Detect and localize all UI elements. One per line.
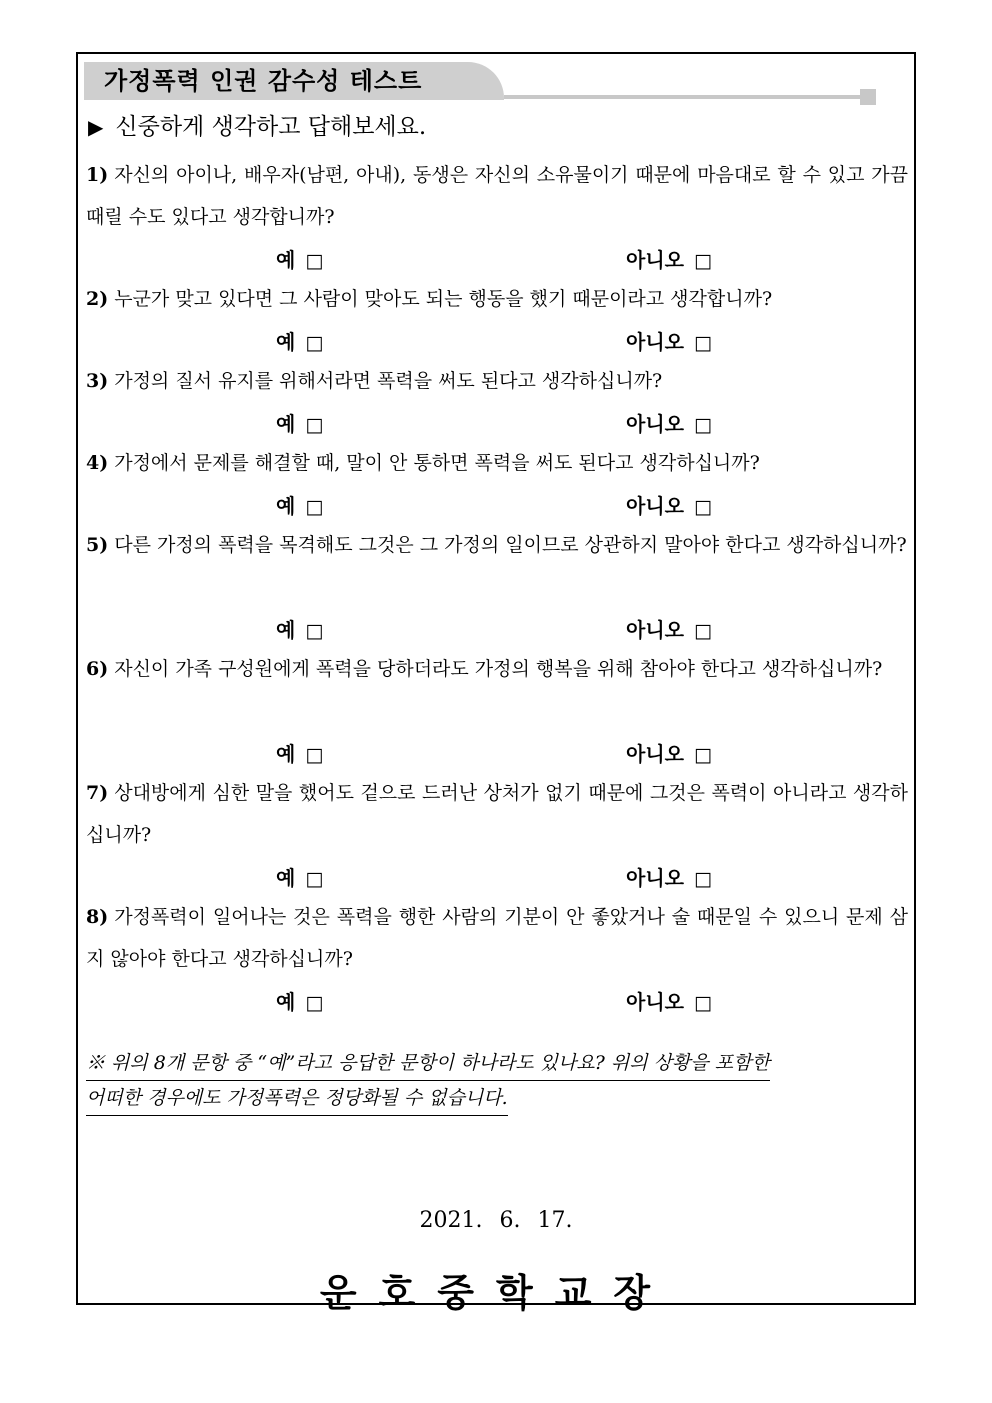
answer-yes-label: 예 (276, 742, 296, 766)
answer-yes-label: 예 (276, 330, 296, 354)
question-number: 8) (86, 906, 109, 928)
title-rule (504, 95, 860, 99)
question-number: 2) (86, 288, 109, 310)
question-1 (86, 154, 908, 238)
question-text: 자신이 가족 구성원에게 폭력을 당하더라도 가정의 행복을 위해 참아야 한다고 생각하십니까? (114, 658, 883, 680)
answer-no-5[interactable] (626, 616, 712, 645)
note-line-2: 어떠한 경우에도 가정폭력은 정당화될 수 없습니다. (86, 1081, 508, 1116)
answer-no-6[interactable] (626, 740, 712, 769)
answer-yes-7[interactable] (276, 864, 323, 893)
question-7 (86, 772, 908, 856)
question-text: 상대방에게 심한 말을 했어도 겉으로 드러난 상처가 없기 때문에 그것은 폭력이 아니라고 생각하십니까? (86, 782, 908, 846)
checkbox[interactable]: □ (693, 620, 712, 642)
note-line-1: ※ 위의 8개 문항 중 “예”라고 응답한 문항이 하나라도 있나요? 위의 상황을 포함한 (86, 1046, 770, 1081)
question-3 (86, 360, 908, 402)
checkbox[interactable]: □ (693, 332, 712, 354)
checkbox[interactable]: □ (305, 868, 324, 890)
question-text: 누군가 맞고 있다면 그 사람이 맞아도 되는 행동을 했기 때문이라고 생각합니까? (114, 288, 773, 310)
checkbox[interactable]: □ (305, 414, 324, 436)
checkbox[interactable]: □ (305, 496, 324, 518)
school-principal: 운호중학교장 (319, 1270, 673, 1315)
answer-yes-label: 예 (276, 990, 296, 1014)
issue-date: 2021. 6. 17. (419, 1208, 573, 1233)
title-square-decoration (860, 89, 876, 105)
question-text: 다른 가정의 폭력을 목격해도 그것은 그 가정의 일이므로 상관하지 말아야 한다고 생각하십니까? (114, 534, 907, 556)
answer-no-label: 아니오 (626, 248, 684, 272)
checkbox[interactable]: □ (693, 744, 712, 766)
question-number: 3) (86, 370, 109, 392)
answer-no-1[interactable] (626, 246, 712, 275)
answer-no-label: 아니오 (626, 494, 684, 518)
checkbox[interactable]: □ (305, 992, 324, 1014)
checkbox[interactable]: □ (693, 868, 712, 890)
instruction-text: 신중하게 생각하고 답해보세요. (115, 114, 427, 140)
question-4 (86, 442, 908, 484)
answer-no-8[interactable] (626, 988, 712, 1017)
question-number: 6) (86, 658, 109, 680)
instruction (88, 111, 426, 143)
question-number: 1) (86, 164, 109, 186)
answer-yes-8[interactable] (276, 988, 323, 1017)
answer-yes-3[interactable] (276, 410, 323, 439)
checkbox[interactable]: □ (693, 496, 712, 518)
answer-yes-label: 예 (276, 494, 296, 518)
question-text: 가정폭력이 일어나는 것은 폭력을 행한 사람의 기분이 안 좋았거나 술 때문일 수 있으니 문제 삼지 않아야 한다고 생각하십니까? (86, 906, 908, 970)
answer-no-3[interactable] (626, 410, 712, 439)
answer-no-4[interactable] (626, 492, 712, 521)
answer-no-label: 아니오 (626, 866, 684, 890)
note (86, 1046, 770, 1116)
answer-yes-4[interactable] (276, 492, 323, 521)
triangle-right-icon: ▶ (88, 115, 104, 139)
question-text: 가정의 질서 유지를 위해서라면 폭력을 써도 된다고 생각하십니까? (114, 370, 663, 392)
checkbox[interactable]: □ (693, 992, 712, 1014)
checkbox[interactable]: □ (305, 620, 324, 642)
answer-yes-label: 예 (276, 248, 296, 272)
question-number: 4) (86, 452, 109, 474)
answer-no-label: 아니오 (626, 990, 684, 1014)
question-6 (86, 648, 908, 690)
question-8 (86, 896, 908, 980)
checkbox[interactable]: □ (693, 414, 712, 436)
page-title: 가정폭력 인권 감수성 테스트 (104, 67, 423, 95)
answer-no-label: 아니오 (626, 742, 684, 766)
answer-yes-1[interactable] (276, 246, 323, 275)
checkbox[interactable]: □ (305, 744, 324, 766)
answer-yes-2[interactable] (276, 328, 323, 357)
answer-no-label: 아니오 (626, 412, 684, 436)
question-5 (86, 524, 908, 566)
question-number: 7) (86, 782, 109, 804)
answer-yes-label: 예 (276, 866, 296, 890)
checkbox[interactable]: □ (693, 250, 712, 272)
question-text: 자신의 아이나, 배우자(남편, 아내), 동생은 자신의 소유물이기 때문에 마음대로 할 수 있고 가끔 때릴 수도 있다고 생각합니까? (86, 164, 908, 228)
answer-no-label: 아니오 (626, 618, 684, 642)
checkbox[interactable]: □ (305, 250, 324, 272)
question-text: 가정에서 문제를 해결할 때, 말이 안 통하면 폭력을 써도 된다고 생각하십니까? (114, 452, 760, 474)
answer-yes-label: 예 (276, 618, 296, 642)
answer-no-7[interactable] (626, 864, 712, 893)
answer-yes-6[interactable] (276, 740, 323, 769)
question-number: 5) (86, 534, 109, 556)
answer-no-label: 아니오 (626, 330, 684, 354)
answer-yes-label: 예 (276, 412, 296, 436)
answer-yes-5[interactable] (276, 616, 323, 645)
question-2 (86, 278, 908, 320)
checkbox[interactable]: □ (305, 332, 324, 354)
answer-no-2[interactable] (626, 328, 712, 357)
